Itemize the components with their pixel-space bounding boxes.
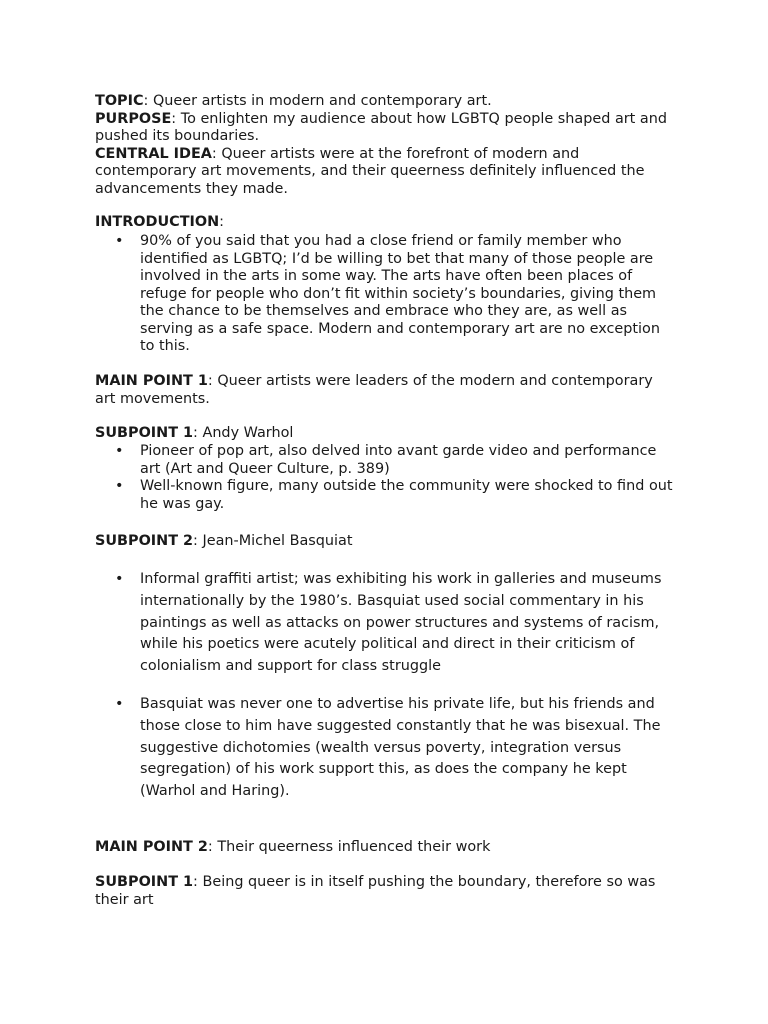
- subpoint-2-basquiat-line: [95, 533, 675, 551]
- main-point-1-label: MAIN POINT 1: [95, 373, 208, 389]
- list-item: • 90% of you said that you had a close friend or family member who identified as LGBTQ; I’d be willing to bet that many of those people are involved in the arts in some way. The arts have often been places of refuge for people who don’t fit within society’s boundaries, giving them the chance to be themselves and embrace who they are, as well as serving as a safe space. Modern and contemporary art are no exception to this.: [95, 233, 675, 356]
- list-item: • Informal graffiti artist; was exhibiting his work in galleries and museums internationally by the 1980’s. Basquiat used social commentary in his paintings as well as attacks on power structures and systems of racism, while his poetics were acutely political and direct in their criticism of colonialism and support for class struggle: [95, 569, 675, 678]
- subpoint-1-text: : Andy Warhol: [193, 425, 294, 441]
- central-idea-line: [95, 146, 675, 199]
- central-idea-text: : Queer artists were at the forefront of modern and contemporary art movements, and their queerness definitely influenced the advancements they made.: [95, 145, 645, 197]
- basquiat-bullets: [95, 569, 675, 803]
- main-point-1-text: : Queer artists were leaders of the modern and contemporary art movements.: [95, 373, 653, 407]
- purpose-line: [95, 111, 675, 146]
- main-point-2-subpoint-1-line: [95, 874, 675, 909]
- purpose-text: : To enlighten my audience about how LGBTQ people shaped art and pushed its boundaries.: [95, 110, 667, 144]
- subpoint-1-andy-warhol-line: [95, 425, 675, 443]
- main-point-2-line: [95, 839, 675, 857]
- main-point-2-label: MAIN POINT 2: [95, 839, 208, 855]
- introduction-heading: [95, 214, 675, 232]
- list-item: • Well-known figure, many outside the community were shocked to find out he was gay.: [95, 478, 675, 513]
- list-item: • Basquiat was never one to advertise his private life, but his friends and those close to him have suggested constantly that he was bisexual. The suggestive dichotomies (wealth versus poverty, integration versus segregation) of his work support this, as does the company he kept (Warhol and Haring).: [95, 694, 675, 803]
- subpoint-2-label: SUBPOINT 2: [95, 533, 194, 549]
- topic-label: TOPIC: [95, 93, 144, 109]
- subpoint-2-text: : Jean-Michel Basquiat: [193, 533, 353, 549]
- andy-warhol-bullets: [95, 443, 675, 513]
- mp2-subpoint-1-label: SUBPOINT 1: [95, 874, 194, 890]
- main-point-2-text: : Their queerness influenced their work: [207, 839, 491, 855]
- introduction-label: INTRODUCTION: [95, 214, 220, 230]
- purpose-label: PURPOSE: [95, 110, 172, 127]
- central-idea-label: CENTRAL IDEA: [95, 145, 212, 162]
- mp2-subpoint-1-text: : Being queer is in itself pushing the boundary, therefore so was their art: [95, 874, 656, 908]
- main-point-1-line: [95, 373, 675, 408]
- list-item: • Pioneer of pop art, also delved into avant garde video and performance art (Art and Queer Culture, p. 389): [95, 443, 675, 478]
- introduction-colon: :: [219, 214, 225, 230]
- topic-text: : Queer artists in modern and contemporary art.: [143, 93, 492, 109]
- topic-line: [95, 93, 675, 111]
- introduction-bullets: [95, 233, 675, 356]
- subpoint-1-label: SUBPOINT 1: [95, 425, 194, 441]
